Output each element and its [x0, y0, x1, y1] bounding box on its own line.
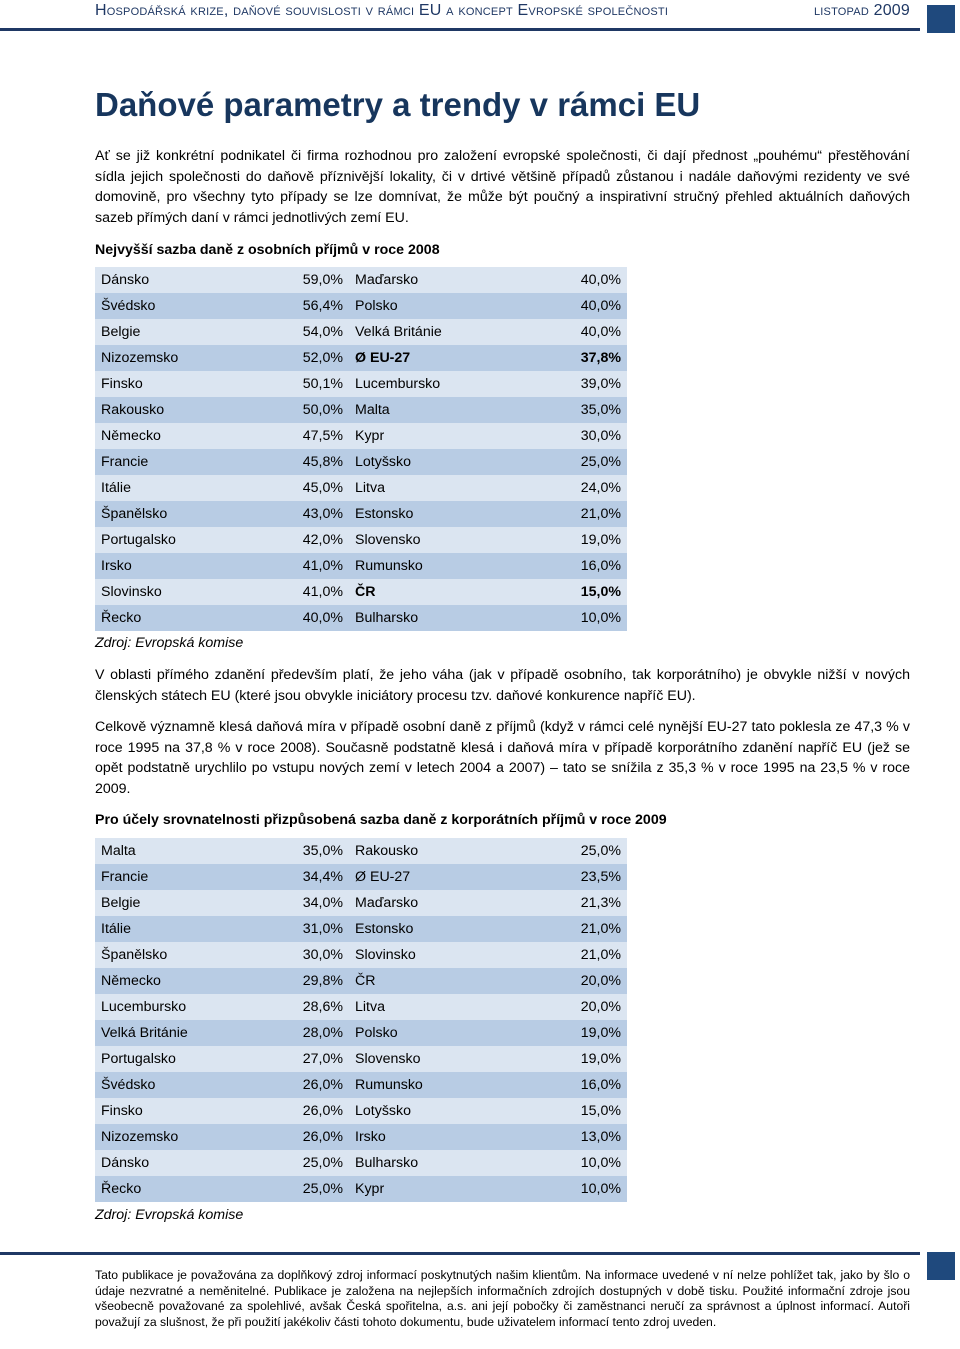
- country-cell: Slovinsko: [95, 579, 249, 605]
- rate-cell: 29,8%: [229, 968, 349, 994]
- country-cell: Rumunsko: [349, 1072, 503, 1098]
- country-cell: Německo: [95, 968, 229, 994]
- rate-cell: 35,0%: [229, 838, 349, 864]
- country-cell: Itálie: [95, 475, 249, 501]
- rate-cell: 24,0%: [503, 475, 627, 501]
- rate-cell: 16,0%: [503, 553, 627, 579]
- rate-cell: 45,8%: [249, 449, 349, 475]
- rate-cell: 23,5%: [503, 864, 627, 890]
- rate-cell: 40,0%: [503, 267, 627, 293]
- rate-cell: 39,0%: [503, 371, 627, 397]
- footer-rule: [0, 1252, 920, 1255]
- country-cell: Lotyšsko: [349, 1098, 503, 1124]
- rate-cell: 54,0%: [249, 319, 349, 345]
- country-cell: Slovensko: [349, 527, 503, 553]
- table-row: [95, 968, 627, 994]
- rate-cell: 19,0%: [503, 1020, 627, 1046]
- country-cell: Slovensko: [349, 1046, 503, 1072]
- rate-cell: 30,0%: [503, 423, 627, 449]
- rate-cell: 40,0%: [503, 319, 627, 345]
- country-cell: Irsko: [95, 553, 249, 579]
- rate-cell: 31,0%: [229, 916, 349, 942]
- country-cell: Irsko: [349, 1124, 503, 1150]
- rate-cell: 21,3%: [503, 890, 627, 916]
- rate-cell: 30,0%: [229, 942, 349, 968]
- rate-cell: 25,0%: [229, 1150, 349, 1176]
- table-row: [95, 267, 627, 293]
- table-row: [95, 579, 627, 605]
- rate-cell: 26,0%: [229, 1098, 349, 1124]
- rate-cell: 40,0%: [249, 605, 349, 631]
- rate-cell: 34,0%: [229, 890, 349, 916]
- table-row: [95, 838, 627, 864]
- table-row: [95, 605, 627, 631]
- rate-cell: 21,0%: [503, 501, 627, 527]
- country-cell: Bulharsko: [349, 1150, 503, 1176]
- table-row: [95, 1046, 627, 1072]
- country-cell: Belgie: [95, 319, 249, 345]
- country-cell: Španělsko: [95, 501, 249, 527]
- country-cell: Finsko: [95, 1098, 229, 1124]
- country-cell: Dánsko: [95, 267, 249, 293]
- country-cell: Německo: [95, 423, 249, 449]
- table2-heading: Pro účely srovnatelnosti přizpůsobená sazba daně z korporátních příjmů v roce 2009: [95, 812, 667, 828]
- country-cell: Estonsko: [349, 501, 503, 527]
- country-cell: Litva: [349, 475, 503, 501]
- country-cell: Portugalsko: [95, 1046, 229, 1072]
- rate-cell: 20,0%: [503, 968, 627, 994]
- header-title: Hospodářská krize, daňové souvislosti v rámci EU a koncept Evropské společnosti: [95, 2, 669, 19]
- intro-paragraph: Ať se již konkrétní podnikatel či firma rozhodnou pro založení evropské společnosti, či dají přednost „pouhému“ přestěhování sídla jejich společnosti do daňově příznivější lokality, či v drtivé většině případů zůstanou i nadále daňovými rezidenty ve své domovině, pro všechny tyto případy se lze domnívat, že může být poučný a inspirativní stručný přehled aktuálních daňových sazeb přímých daní v rámci jednotlivých zemí EU.: [95, 148, 910, 226]
- rate-cell: 25,0%: [229, 1176, 349, 1202]
- rate-cell: 43,0%: [249, 501, 349, 527]
- country-cell: Estonsko: [349, 916, 503, 942]
- rate-cell: 25,0%: [503, 449, 627, 475]
- income-tax-table: [95, 267, 627, 631]
- table1-heading: Nejvyšší sazba daně z osobních příjmů v roce 2008: [95, 242, 440, 258]
- country-cell: Malta: [349, 397, 503, 423]
- rate-cell: 52,0%: [249, 345, 349, 371]
- country-cell: Portugalsko: [95, 527, 249, 553]
- country-cell: Slovinsko: [349, 942, 503, 968]
- rate-cell: 34,4%: [229, 864, 349, 890]
- table-row: [95, 864, 627, 890]
- footer-corner-square: [927, 1252, 955, 1280]
- table-row: [95, 994, 627, 1020]
- country-cell: Španělsko: [95, 942, 229, 968]
- table-row: [95, 916, 627, 942]
- running-header: [95, 0, 910, 24]
- country-cell: ČR: [349, 579, 503, 605]
- rate-cell: 28,6%: [229, 994, 349, 1020]
- rate-cell: 10,0%: [503, 605, 627, 631]
- header-rule: [0, 28, 920, 31]
- country-cell: Francie: [95, 449, 249, 475]
- country-cell: Řecko: [95, 1176, 229, 1202]
- rate-cell: 59,0%: [249, 267, 349, 293]
- rate-cell: 25,0%: [503, 838, 627, 864]
- country-cell: Lotyšsko: [349, 449, 503, 475]
- table-row: [95, 1020, 627, 1046]
- country-cell: Malta: [95, 838, 229, 864]
- table-row: [95, 319, 627, 345]
- country-cell: Rumunsko: [349, 553, 503, 579]
- country-cell: Nizozemsko: [95, 345, 249, 371]
- rate-cell: 19,0%: [503, 1046, 627, 1072]
- rate-cell: 16,0%: [503, 1072, 627, 1098]
- table-row: [95, 942, 627, 968]
- rate-cell: 50,0%: [249, 397, 349, 423]
- rate-cell: 27,0%: [229, 1046, 349, 1072]
- rate-cell: 15,0%: [503, 1098, 627, 1124]
- rate-cell: 45,0%: [249, 475, 349, 501]
- country-cell: Kypr: [349, 423, 503, 449]
- rate-cell: 56,4%: [249, 293, 349, 319]
- country-cell: Polsko: [349, 1020, 503, 1046]
- rate-cell: 21,0%: [503, 942, 627, 968]
- rate-cell: 13,0%: [503, 1124, 627, 1150]
- table-row: [95, 527, 627, 553]
- country-cell: Ø EU-27: [349, 864, 503, 890]
- country-cell: Francie: [95, 864, 229, 890]
- table1-source: Zdroj: Evropská komise: [95, 635, 244, 651]
- paragraph-direct-taxation: V oblasti přímého zdanění především platí, že jeho váha (jak v případě osobního, tak korporátního) je obvykle nižší v nových členských státech EU (které jsou obvykle iniciátory procesu tzv. daňové konkurence napříč EU).: [95, 667, 910, 704]
- disclaimer-footer: Tato publikace je považována za doplňkový zdroj informací poskytnutých našim klientům. Na informace uvedené v ní nelze pohlížet tak, jako by šlo o údaje nezvratné a neměnitelné. Publikace je založena na nejlepších informačních zdrojích dostupných v době tisku. Použité informační zdroje jsou všeobecně považované za spolehlivé, avšak Česká spořitelna, a.s. ani její pobočky či zaměstnanci neručí za správnost a úplnost informací. Autoři považují za slušnost, že při použití jakékoliv části tohoto dokumentu, bude uživatelem informací tento zdroj uveden.: [95, 1268, 910, 1329]
- rate-cell: 41,0%: [249, 579, 349, 605]
- country-cell: Lucembursko: [95, 994, 229, 1020]
- table-row: [95, 475, 627, 501]
- rate-cell: 21,0%: [503, 916, 627, 942]
- country-cell: Rakousko: [349, 838, 503, 864]
- rate-cell: 28,0%: [229, 1020, 349, 1046]
- rate-cell: 42,0%: [249, 527, 349, 553]
- country-cell: Dánsko: [95, 1150, 229, 1176]
- rate-cell: 10,0%: [503, 1150, 627, 1176]
- rate-cell: 41,0%: [249, 553, 349, 579]
- table-row: [95, 501, 627, 527]
- corporate-tax-table: [95, 838, 627, 1202]
- country-cell: Švédsko: [95, 293, 249, 319]
- rate-cell: 40,0%: [503, 293, 627, 319]
- country-cell: Ø EU-27: [349, 345, 503, 371]
- table-row: [95, 293, 627, 319]
- page-title: Daňové parametry a trendy v rámci EU: [95, 86, 701, 123]
- table2-source: Zdroj: Evropská komise: [95, 1207, 244, 1223]
- table-row: [95, 345, 627, 371]
- table-row: [95, 371, 627, 397]
- country-cell: Lucembursko: [349, 371, 503, 397]
- table-row: [95, 423, 627, 449]
- country-cell: Maďarsko: [349, 890, 503, 916]
- table-row: [95, 449, 627, 475]
- country-cell: Bulharsko: [349, 605, 503, 631]
- rate-cell: 26,0%: [229, 1072, 349, 1098]
- country-cell: Švédsko: [95, 1072, 229, 1098]
- table-row: [95, 1176, 627, 1202]
- country-cell: Rakousko: [95, 397, 249, 423]
- country-cell: Velká Británie: [95, 1020, 229, 1046]
- header-corner-square: [927, 5, 955, 33]
- table-row: [95, 1124, 627, 1150]
- country-cell: Nizozemsko: [95, 1124, 229, 1150]
- rate-cell: 19,0%: [503, 527, 627, 553]
- paragraph-tax-decline: Celkově významně klesá daňová míra v případě osobní daně z příjmů (když v rámci celé nynější EU-27 tato poklesla ze 47,3 % v roce 1995 na 37,8 % v roce 2008). Současně podstatně klesá i daňová míra v případě korporátního zdanění napříč EU (jež se opět podstatně urychlilo po vstupu nových zemí v letech 2004 a 2007) – tato se snížila z 35,3 % v roce 1995 na 23,5 % v roce 2009.: [95, 719, 910, 797]
- country-cell: Kypr: [349, 1176, 503, 1202]
- table-row: [95, 890, 627, 916]
- table-row: [95, 1150, 627, 1176]
- table-row: [95, 553, 627, 579]
- rate-cell: 50,1%: [249, 371, 349, 397]
- rate-cell: 20,0%: [503, 994, 627, 1020]
- country-cell: Finsko: [95, 371, 249, 397]
- rate-cell: 35,0%: [503, 397, 627, 423]
- rate-cell: 37,8%: [503, 345, 627, 371]
- country-cell: Litva: [349, 994, 503, 1020]
- rate-cell: 10,0%: [503, 1176, 627, 1202]
- country-cell: Maďarsko: [349, 267, 503, 293]
- country-cell: Řecko: [95, 605, 249, 631]
- rate-cell: 26,0%: [229, 1124, 349, 1150]
- rate-cell: 15,0%: [503, 579, 627, 605]
- country-cell: ČR: [349, 968, 503, 994]
- country-cell: Velká Británie: [349, 319, 503, 345]
- table-row: [95, 397, 627, 423]
- header-date: listopad 2009: [813, 2, 910, 19]
- table-row: [95, 1098, 627, 1124]
- table-row: [95, 1072, 627, 1098]
- rate-cell: 47,5%: [249, 423, 349, 449]
- country-cell: Belgie: [95, 890, 229, 916]
- country-cell: Itálie: [95, 916, 229, 942]
- country-cell: Polsko: [349, 293, 503, 319]
